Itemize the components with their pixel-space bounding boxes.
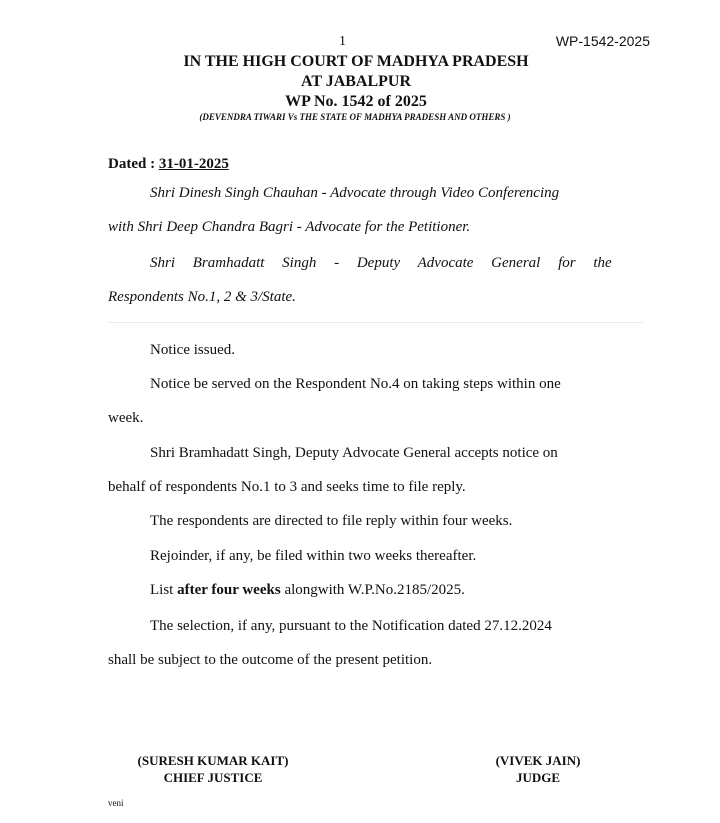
case-reference: WP-1542-2025 <box>555 33 650 49</box>
parties-text: (DEVENDRA TIWARI Vs THE STATE OF MADHYA PRADESH AND OTHERS ) <box>199 112 511 122</box>
appearance-respondent-line2: Respondents No.1, 2 & 3/State. <box>108 289 296 305</box>
reply-direction: The respondents are directed to file reply within four weeks. <box>150 513 513 529</box>
order-date <box>108 156 229 173</box>
wp-number: WP No. 1542 of 2025 <box>285 93 427 110</box>
chief-justice-name: (SURESH KUMAR KAIT) <box>137 753 289 768</box>
court-bench: AT JABALPUR <box>300 73 412 90</box>
service-line2: week. <box>108 410 144 426</box>
chief-justice-title: CHIEF JUSTICE <box>163 770 263 785</box>
judge-name: (VIVEK JAIN) <box>495 753 581 768</box>
rejoinder-direction: Rejoinder, if any, be filed within two weeks thereafter. <box>150 548 477 564</box>
listing-direction <box>150 582 465 599</box>
appearance-petitioner-line1: Shri Dinesh Singh Chauhan - Advocate through Video Conferencing <box>150 185 560 201</box>
court-heading <box>0 52 720 112</box>
parties-line <box>0 112 720 122</box>
section-divider <box>108 322 643 323</box>
service-line1: Notice be served on the Respondent No.4 on taking steps within one <box>150 376 561 392</box>
selection-line1: The selection, if any, pursuant to the Notification dated 27.12.2024 <box>150 618 552 634</box>
listing-post: alongwith W.P.No.2185/2025. <box>280 582 465 598</box>
appearance-respondent-line1: Shri Bramhadatt Singh - Deputy Advocate General for the <box>150 255 612 271</box>
signature-chief-justice <box>128 752 298 786</box>
selection-line2: shall be subject to the outcome of the present petition. <box>108 652 433 668</box>
signature-judge <box>478 752 598 786</box>
accept-line2: behalf of respondents No.1 to 3 and seeks time to file reply. <box>108 479 466 495</box>
stenographer-initials: veni <box>108 798 124 808</box>
appearance-petitioner-line2: with Shri Deep Chandra Bagri - Advocate for the Petitioner. <box>108 219 471 235</box>
judge-title: JUDGE <box>515 770 561 785</box>
listing-pre: List <box>150 582 178 598</box>
date-label: Dated : <box>108 156 156 172</box>
listing-bold: after four weeks <box>177 582 281 598</box>
accept-line1: Shri Bramhadatt Singh, Deputy Advocate General accepts notice on <box>150 445 558 461</box>
date-value: 31-01-2025 <box>158 156 229 172</box>
court-name: IN THE HIGH COURT OF MADHYA PRADESH <box>183 53 529 70</box>
notice-issued: Notice issued. <box>150 342 235 358</box>
page-number: 1 <box>339 34 346 49</box>
